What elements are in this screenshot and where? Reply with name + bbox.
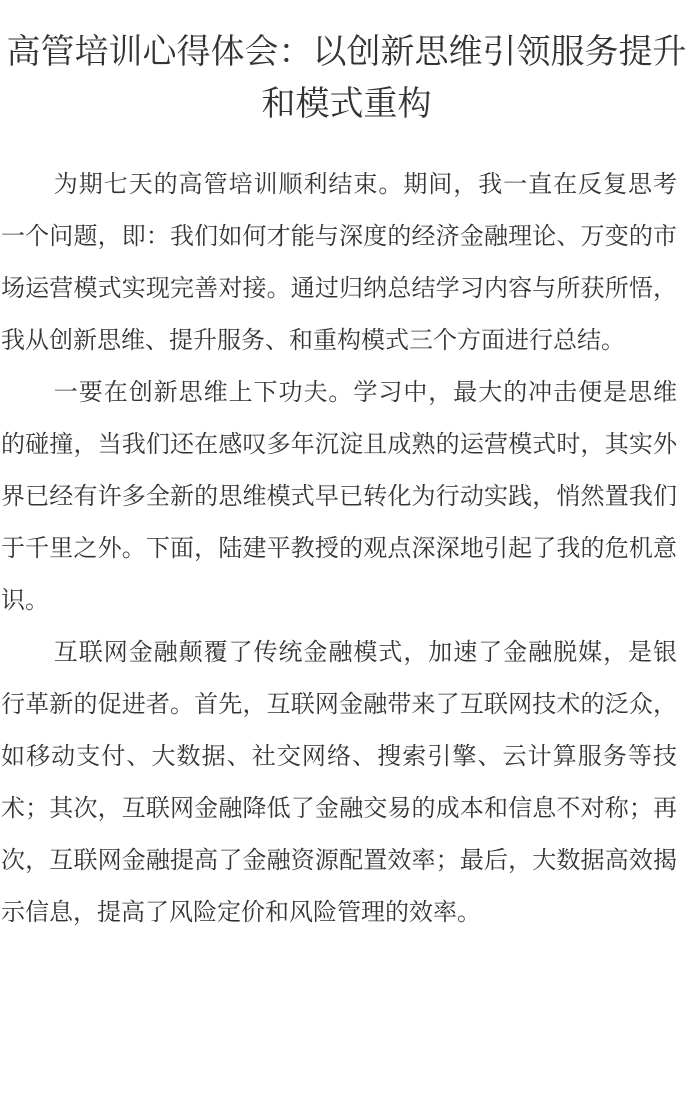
paragraph-innovative-thinking: 一要在创新思维上下功夫。学习中，最大的冲击便是思维的碰撞，当我们还在感叹多年沉淀且成熟的运营模式时，其实外界已经有许多全新的思维模式早已转化为行动实践，悄然置我们于千里之外。下面，陆建平教授的观点深深地引起了我的危机意识。 <box>1 378 677 614</box>
article-title: 高管培训心得体会：以创新思维引领服务提升和模式重构 <box>6 32 687 124</box>
article-body <box>1 158 677 938</box>
paragraph-intro: 为期七天的高管培训顺利结束。期间，我一直在反复思考一个问题，即：我们如何才能与深度的经济金融理论、万变的市场运营模式实现完善对接。通过归纳总结学习内容与所获所悟，我从创新思维、提升服务、和重构模式三个方面进行总结。 <box>1 170 677 354</box>
paragraph-internet-finance: 互联网金融颠覆了传统金融模式，加速了金融脱媒，是银行革新的促进者。首先，互联网金融带来了互联网技术的泛众，如移动支付、大数据、社交网络、搜索引擎、云计算服务等技术；其次，互联网金融降低了金融交易的成本和信息不对称；再次，互联网金融提高了金融资源配置效率；最后，大数据高效揭示信息，提高了风险定价和风险管理的效率。 <box>1 638 677 926</box>
